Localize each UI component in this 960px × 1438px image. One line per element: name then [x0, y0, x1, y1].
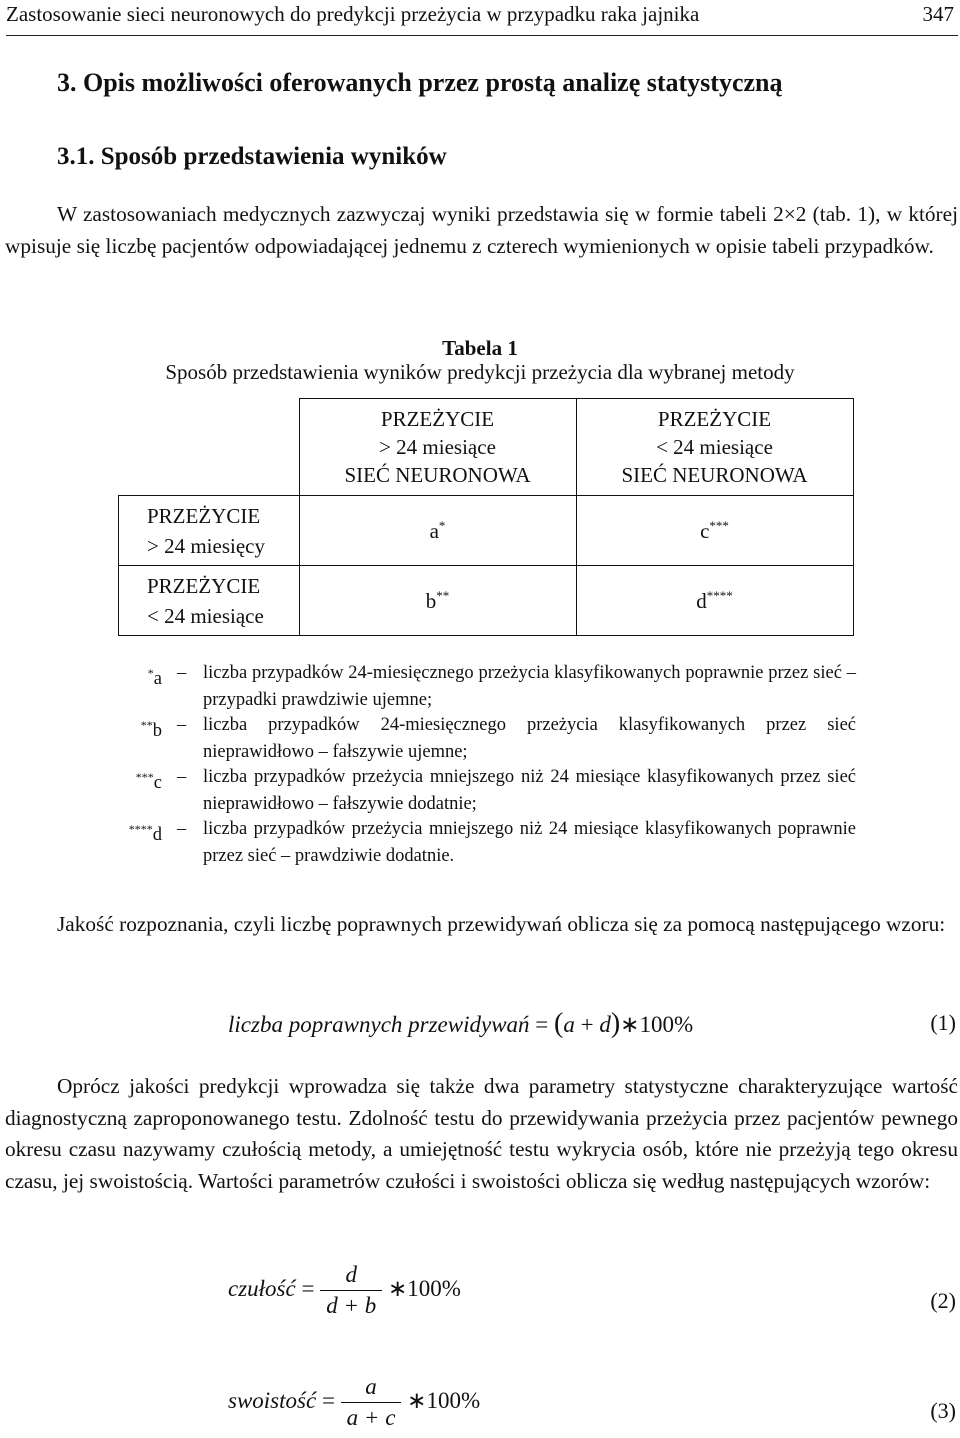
quality-paragraph-text: Jakość rozpoznania, czyli liczbę poprawnych przewidywań oblicza się za pomocą następującego wzoru:: [57, 912, 946, 936]
col-header-line: PRZEŻYCIE: [657, 407, 772, 431]
fraction-bar: [341, 1402, 402, 1403]
row-header-gt24: [119, 496, 300, 566]
table-header-row: [119, 399, 854, 496]
table-row: [119, 566, 854, 636]
footnote-text: liczba przypadków przeżycia mniejszego niż 24 miesiące klasyfikowanych przez sieć nieprawidłowo – fałszywie dodatnie;: [203, 767, 856, 814]
formula3-times: ∗: [407, 1387, 427, 1413]
formula-1: [228, 1008, 693, 1040]
footnote-letter: a: [153, 669, 162, 690]
running-header: [6, 2, 958, 27]
cell-mark: *: [438, 517, 446, 533]
cell-c: [576, 496, 853, 566]
formula-2: [228, 1262, 461, 1319]
footnote-dash: –: [177, 715, 187, 735]
table-row: [119, 496, 854, 566]
formula1-lparen: (: [554, 1008, 564, 1039]
col-header-line: > 24 miesiące: [379, 435, 496, 459]
formula1-pct: 100%: [639, 1012, 694, 1037]
col-header-line: PRZEŻYCIE: [380, 407, 495, 431]
formula2-pct: 100%: [407, 1275, 461, 1301]
formula2-lhs: czułość: [228, 1275, 296, 1301]
footnote-dash: –: [177, 663, 187, 683]
cell-letter: a: [429, 518, 439, 543]
equation-number-1: (1): [930, 1010, 956, 1035]
row-header-line: PRZEŻYCIE: [147, 573, 261, 598]
intro-paragraph: [5, 199, 958, 262]
formula1-plus: +: [580, 1012, 594, 1037]
equation-number-3: (3): [930, 1398, 956, 1423]
table-caption: Sposób przedstawienia wyników predykcji przeżycia dla wybranej metody: [165, 360, 795, 384]
params-paragraph-text: Oprócz jakości predykcji wprowadza się także dwa parametry statystyczne charakteryzujące wartość diagnostyczną zaproponowanego testu. Zdolność testu do przewidywania przeżycia przez pacjentów pewnego okresu czasu nazywamy czułością metody, a umiejętność testu wykrycia osób, które nie przeżyją tego okresu czasu, jej swoistością. Wartości parametrów czułości i swoistości oblicza się według następujących wzorów:: [5, 1074, 958, 1194]
cell-b: [299, 566, 576, 636]
formula3-eq: =: [321, 1387, 335, 1413]
formula1-rparen: ): [610, 1008, 621, 1039]
cell-d: [576, 566, 853, 636]
formula3-denominator: a + c: [346, 1405, 396, 1430]
running-title: Zastosowanie sieci neuronowych do predykcji przeżycia w przypadku raka jajnika: [6, 2, 700, 26]
formula1-times: ∗: [620, 1012, 640, 1037]
row-header-line: < 24 miesiące: [147, 603, 264, 628]
section-title: 3. Opis możliwości oferowanych przez prostą analizę statystyczną: [57, 68, 783, 97]
formula-3: [228, 1374, 480, 1431]
params-paragraph: [5, 1071, 958, 1198]
cell-a: [299, 496, 576, 566]
table-label: Tabela 1: [442, 336, 518, 360]
footnote-letter: d: [152, 825, 162, 846]
table-corner: [119, 399, 300, 496]
intro-paragraph-text: W zastosowaniach medycznych zazwyczaj wyniki przedstawia się w formie tabeli 2×2 (tab. 1), w której wpisuje się liczbę pacjentów odpowiadającej jednemu z czterech wymienionych w opisie tabeli przypadków.: [5, 202, 958, 258]
cell-letter: d: [696, 588, 707, 613]
formula2-fraction: [320, 1262, 382, 1319]
formula2-denominator: d + b: [326, 1293, 377, 1318]
footnote-star: *: [147, 666, 154, 680]
formula2-eq: =: [301, 1275, 315, 1301]
cell-mark: ***: [709, 517, 729, 533]
formula1-eq: =: [535, 1012, 549, 1037]
footnote-mark: [82, 712, 162, 745]
cell-letter: c: [700, 518, 710, 543]
footnote-text: liczba przypadków 24-miesięcznego przeżycia klasyfikowanych przez sieć nieprawidłowo – fałszywie ujemne;: [203, 715, 856, 762]
equation-number-2: (2): [930, 1288, 956, 1313]
cell-mark: ****: [706, 587, 733, 603]
formula3-fraction: [341, 1374, 402, 1431]
col-header-line: < 24 miesiące: [656, 435, 773, 459]
formula1-a: a: [563, 1012, 575, 1037]
col-header-gt24: [299, 399, 576, 496]
footnote-text: liczba przypadków 24-miesięcznego przeżycia klasyfikowanych poprawnie przez sieć – przypadki prawdziwie ujemne;: [203, 663, 856, 710]
footnote-star: ***: [135, 770, 154, 784]
formula3-lhs: swoistość: [228, 1387, 317, 1413]
subsection-title: 3.1. Sposób przedstawienia wyników: [57, 143, 447, 170]
formula1-lhs: liczba poprawnych przewidywań: [228, 1012, 530, 1037]
formula3-pct: 100%: [426, 1387, 481, 1413]
col-header-lt24: [576, 399, 853, 496]
results-table: [118, 398, 854, 636]
footnote-star: ****: [128, 822, 153, 836]
footnote-star: **: [140, 718, 153, 732]
cell-mark: **: [436, 587, 450, 603]
header-rule: [6, 35, 958, 36]
formula1-d: d: [599, 1012, 611, 1037]
fraction-bar: [320, 1290, 382, 1291]
row-header-line: PRZEŻYCIE: [147, 503, 261, 528]
footnote-mark: [82, 764, 162, 797]
footnote-dash: –: [177, 767, 187, 787]
cell-letter: b: [425, 588, 437, 613]
footnote-mark: [82, 816, 162, 849]
col-header-line: SIEĆ NEURONOWA: [344, 463, 531, 487]
row-header-lt24: [119, 566, 300, 636]
formula2-numerator: d: [345, 1262, 357, 1287]
footnote-letter: b: [152, 721, 162, 742]
footnote-mark: [82, 660, 162, 693]
footnote-letter: c: [153, 773, 162, 794]
formula2-times: ∗: [387, 1275, 408, 1301]
page-number: 347: [922, 2, 954, 26]
quality-paragraph: [5, 909, 958, 941]
footnote-text: liczba przypadków przeżycia mniejszego niż 24 miesiące klasyfikowanych poprawnie przez sieć – prawdziwie dodatnie.: [203, 819, 856, 866]
footnote-dash: –: [177, 819, 187, 839]
row-header-line: > 24 miesięcy: [147, 533, 265, 558]
col-header-line: SIEĆ NEURONOWA: [621, 463, 808, 487]
formula3-numerator: a: [365, 1374, 377, 1399]
